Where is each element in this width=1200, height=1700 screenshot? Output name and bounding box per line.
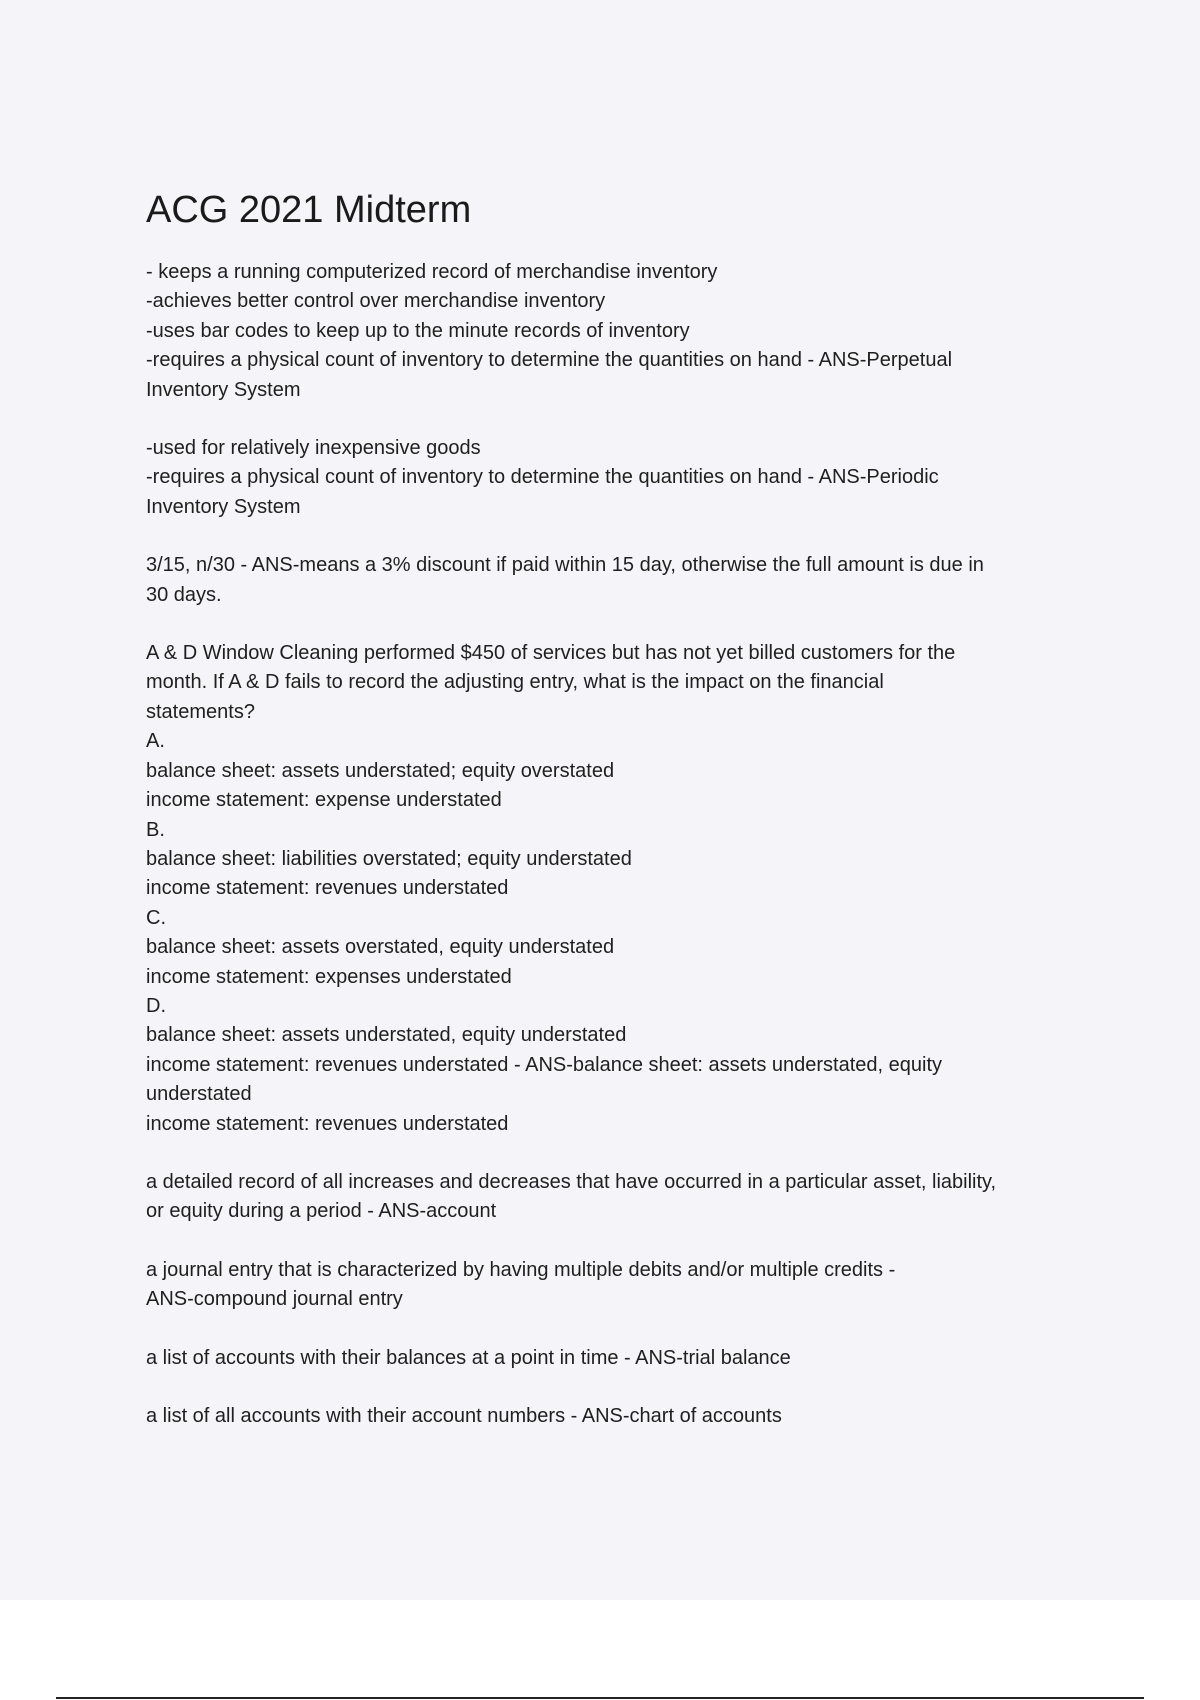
entry-line: D. [146,994,166,1017]
entry-line: balance sheet: liabilities overstated; equity understated [146,847,632,870]
entry-line: A & D Window Cleaning performed $450 of services but has not yet billed customers for the [146,642,956,665]
entry-line: 3/15, n/30 - ANS-means a 3% discount if paid within 15 day, otherwise the full amount is due in [146,554,984,577]
entry-line: -achieves better control over merchandise inventory [146,290,606,313]
entry-line: income statement: expenses understated [146,965,512,988]
entry-line: -uses bar codes to keep up to the minute records of inventory [146,319,690,342]
entry-line: a list of accounts with their balances at a point in time - ANS-trial balance [146,1346,791,1369]
qa-entry [146,639,1096,1139]
entry-line: a journal entry that is characterized by having multiple debits and/or multiple credits - [146,1258,896,1281]
entry-line: C. [146,906,166,929]
qa-entry [146,1256,1096,1315]
entry-line: balance sheet: assets overstated, equity understated [146,936,615,959]
qa-entry [146,1168,1096,1227]
qa-entry [146,258,1096,405]
entry-line: B. [146,818,165,841]
qa-entry [146,551,1096,610]
qa-entries [146,258,1096,1431]
entry-line: statements? [146,700,255,723]
entry-line: understated [146,1083,252,1106]
entry-line: A. [146,730,165,753]
entry-line: 30 days. [146,583,222,606]
entry-line: or equity during a period - ANS-account [146,1200,497,1223]
entry-line: Inventory System [146,495,301,518]
qa-entry [146,1344,1096,1373]
entry-line: - keeps a running computerized record of merchandise inventory [146,261,718,283]
entry-line: income statement: revenues understated - ANS-balance sheet: assets understated, equity [146,1053,943,1076]
entry-line: a detailed record of all increases and decreases that have occurred in a particular asset, liability, [146,1170,997,1193]
entry-line: income statement: expense understated [146,789,502,812]
qa-entry [146,1402,1096,1431]
document-content [146,182,1096,1460]
entry-line: ANS-compound journal entry [146,1288,403,1311]
entry-line: income statement: revenues understated [146,1112,509,1135]
qa-entry [146,434,1096,522]
entry-line: a list of all accounts with their account numbers - ANS-chart of accounts [146,1405,782,1427]
entry-line: balance sheet: assets understated, equity understated [146,1024,627,1047]
entry-line: month. If A & D fails to record the adjusting entry, what is the impact on the financial [146,671,884,694]
page-title: ACG 2021 Midterm [146,189,472,231]
entry-line: balance sheet: assets understated; equity overstated [146,759,615,782]
entry-line: Inventory System [146,378,301,401]
entry-line: -used for relatively inexpensive goods [146,437,481,460]
entry-line: -requires a physical count of inventory to determine the quantities on hand - ANS-Perpetual [146,349,953,372]
footer-divider [56,1697,1144,1699]
entry-line: income statement: revenues understated [146,877,509,900]
entry-line: -requires a physical count of inventory to determine the quantities on hand - ANS-Periodic [146,466,939,489]
